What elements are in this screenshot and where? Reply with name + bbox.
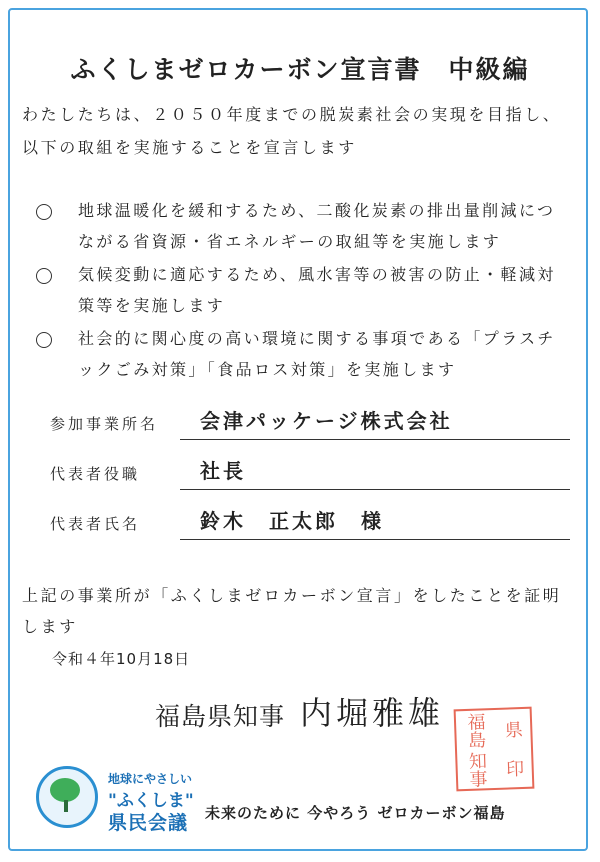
field-representative bbox=[50, 500, 570, 540]
circle-bullet-icon bbox=[36, 332, 52, 348]
prefectural-council-logo bbox=[36, 760, 201, 840]
field-label: 代表者役職 bbox=[50, 465, 141, 483]
list-item bbox=[36, 259, 566, 321]
certification-text: 上記の事業所が「ふくしまゼロカーボン宣言」をしたことを証明します bbox=[22, 586, 562, 636]
document-title: ふくしまゼロカーボン宣言書 中級編 bbox=[70, 55, 530, 84]
field-underline bbox=[180, 539, 570, 541]
field-value: 鈴木 正太郎 様 bbox=[200, 509, 384, 533]
tree-icon bbox=[50, 778, 80, 802]
slogan: 未来のために 今やろう ゼロカーボン福島 bbox=[205, 804, 506, 822]
governor-title: 福島県知事 bbox=[155, 702, 286, 731]
field-underline bbox=[180, 489, 570, 491]
governor-signature: 内堀雅雄 bbox=[300, 694, 445, 732]
tree-trunk bbox=[64, 800, 68, 812]
circle-bullet-icon bbox=[36, 268, 52, 284]
seal-char: 県 bbox=[501, 719, 524, 739]
declaration-list bbox=[36, 195, 566, 387]
list-item-text: 気候変動に適応するため、風水害等の被害の防止・軽減対策等を実施します bbox=[78, 265, 556, 315]
intro-text: わたしたちは、２０５０年度までの脱炭素社会の実現を目指し、以下の取組を実施することを宣言します bbox=[22, 105, 562, 157]
official-seal bbox=[454, 707, 535, 792]
field-value: 会津パッケージ株式会社 bbox=[200, 409, 453, 433]
logo-text-line1: 地球にやさしい bbox=[108, 772, 193, 786]
logo-text-line3: 県民会議 bbox=[108, 812, 189, 834]
field-underline bbox=[180, 439, 570, 441]
seal-char: 印 bbox=[502, 758, 525, 778]
field-label: 参加事業所名 bbox=[50, 415, 159, 433]
list-item bbox=[36, 323, 566, 385]
field-label: 代表者氏名 bbox=[50, 515, 141, 533]
list-item-text: 社会的に関心度の高い環境に関する事項である「プラスチックごみ対策」「食品ロス対策」を実施します bbox=[78, 329, 556, 379]
field-value: 社長 bbox=[200, 459, 246, 483]
issue-date: 令和４年10月18日 bbox=[52, 650, 191, 668]
seal-char: 福島 bbox=[464, 711, 487, 749]
logo-text-line2: "ふくしま" bbox=[108, 791, 194, 811]
circle-bullet-icon bbox=[36, 204, 52, 220]
list-item-text: 地球温暖化を緩和するため、二酸化炭素の排出量削減につながる省資源・省エネルギーの取組等を実施します bbox=[78, 201, 556, 251]
field-company bbox=[50, 400, 570, 440]
field-position bbox=[50, 450, 570, 490]
seal-char: 知事 bbox=[465, 750, 488, 788]
list-item bbox=[36, 195, 566, 257]
